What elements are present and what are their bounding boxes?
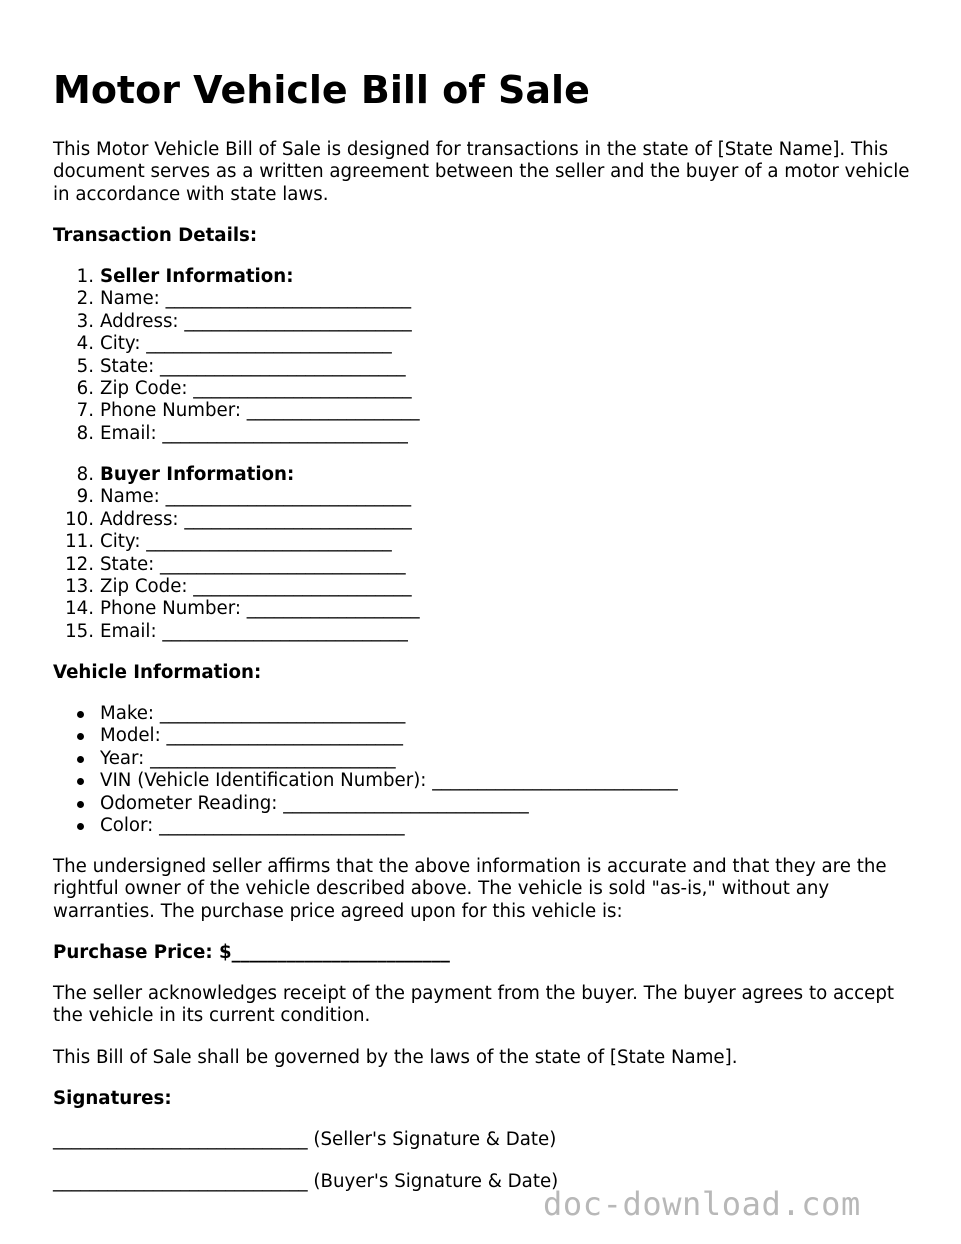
vehicle-information-heading: Vehicle Information: xyxy=(53,662,262,683)
list-item xyxy=(53,703,678,725)
list-item: 11. City: ___________________________ xyxy=(65,531,392,553)
buyer-name-field: Name: ___________________________ xyxy=(100,486,412,508)
buyer-address-field: Address: _________________________ xyxy=(100,508,412,530)
list-item xyxy=(53,793,678,815)
seller-email-field: Email: ___________________________ xyxy=(100,422,408,444)
buyer-state-field: State: ___________________________ xyxy=(100,553,406,575)
vehicle-model-field: Model: __________________________ xyxy=(100,725,403,747)
list-item: 12. State: ___________________________ xyxy=(65,553,406,575)
vehicle-year-field: Year: ___________________________ xyxy=(100,747,396,769)
document-title: Motor Vehicle Bill of Sale xyxy=(53,68,590,112)
bullet-icon xyxy=(77,756,84,763)
affirmation-paragraph: The undersigned seller affirms that the above information is accurate and that they are the rightful owner of the vehicle described above. The vehicle is sold "as-is," without any warranties. The purchase price agreed upon for this vehicle is: xyxy=(53,856,887,922)
buyer-information-list xyxy=(53,464,420,643)
list-item: 7. Phone Number: ___________________ xyxy=(76,400,420,422)
seller-information-label: Seller Information: xyxy=(100,266,294,287)
list-item: 1. Seller Information: xyxy=(76,266,294,287)
list-item xyxy=(53,770,678,792)
purchase-price-field: Purchase Price: $________________________ xyxy=(53,942,450,963)
list-item: 2. Name: ___________________________ xyxy=(76,288,412,310)
list-item xyxy=(53,815,678,837)
seller-zip-field: Zip Code: ________________________ xyxy=(100,377,412,399)
bullet-icon xyxy=(77,823,84,830)
seller-name-field: Name: ___________________________ xyxy=(100,288,412,310)
vehicle-color-field: Color: ___________________________ xyxy=(100,814,405,836)
list-item: 3. Address: _________________________ xyxy=(76,310,412,332)
list-item: 10. Address: _________________________ xyxy=(65,508,412,530)
bullet-icon xyxy=(77,711,84,718)
seller-city-field: City: ___________________________ xyxy=(100,333,392,355)
vehicle-make-field: Make: ___________________________ xyxy=(100,703,406,724)
buyer-email-field: Email: ___________________________ xyxy=(100,620,408,642)
signatures-heading: Signatures: xyxy=(53,1088,172,1109)
buyer-information-label: Buyer Information: xyxy=(100,464,295,485)
list-item: 8. Buyer Information: xyxy=(76,464,295,485)
buyer-phone-field: Phone Number: ___________________ xyxy=(100,598,420,620)
vehicle-vin-field: VIN (Vehicle Identification Number): ___________________________ xyxy=(100,770,678,792)
seller-signature-line: ____________________________ (Seller's Signature & Date) xyxy=(53,1129,557,1150)
list-item: 14. Phone Number: ___________________ xyxy=(65,598,420,620)
acknowledgement-paragraph: The seller acknowledges receipt of the payment from the buyer. The buyer agrees to accept the vehicle in its current condition. xyxy=(53,983,894,1027)
transaction-details-heading: Transaction Details: xyxy=(53,225,258,246)
buyer-signature-line: ____________________________ (Buyer's Signature & Date) xyxy=(53,1171,559,1192)
watermark: doc-download.com xyxy=(543,1185,861,1223)
seller-information-list xyxy=(53,266,420,445)
buyer-zip-field: Zip Code: ________________________ xyxy=(100,575,412,597)
list-item: 4. City: ___________________________ xyxy=(76,333,392,355)
governing-law-paragraph: This Bill of Sale shall be governed by the laws of the state of [State Name]. xyxy=(53,1047,738,1068)
list-item: 15. Email: ___________________________ xyxy=(65,620,408,642)
bullet-icon xyxy=(77,801,84,808)
buyer-city-field: City: ___________________________ xyxy=(100,531,392,553)
list-item: 5. State: ___________________________ xyxy=(76,355,406,377)
intro-paragraph: This Motor Vehicle Bill of Sale is designed for transactions in the state of [State Name]. This document serves as a written agreement between the seller and the buyer of a motor vehicle in accordance with state laws. xyxy=(53,139,910,205)
vehicle-information-list xyxy=(53,703,678,837)
bullet-icon xyxy=(77,733,84,740)
seller-phone-field: Phone Number: ___________________ xyxy=(100,400,420,422)
bullet-icon xyxy=(77,778,84,785)
list-item xyxy=(53,748,678,770)
vehicle-odometer-field: Odometer Reading: ___________________________ xyxy=(100,792,529,814)
list-item: 6. Zip Code: ________________________ xyxy=(76,377,412,399)
seller-address-field: Address: _________________________ xyxy=(100,310,412,332)
list-item: 8. Email: ___________________________ xyxy=(76,422,408,444)
seller-state-field: State: ___________________________ xyxy=(100,355,406,377)
list-item: 9. Name: ___________________________ xyxy=(76,486,412,508)
list-item: 13. Zip Code: ________________________ xyxy=(65,575,412,597)
list-item xyxy=(53,725,678,747)
